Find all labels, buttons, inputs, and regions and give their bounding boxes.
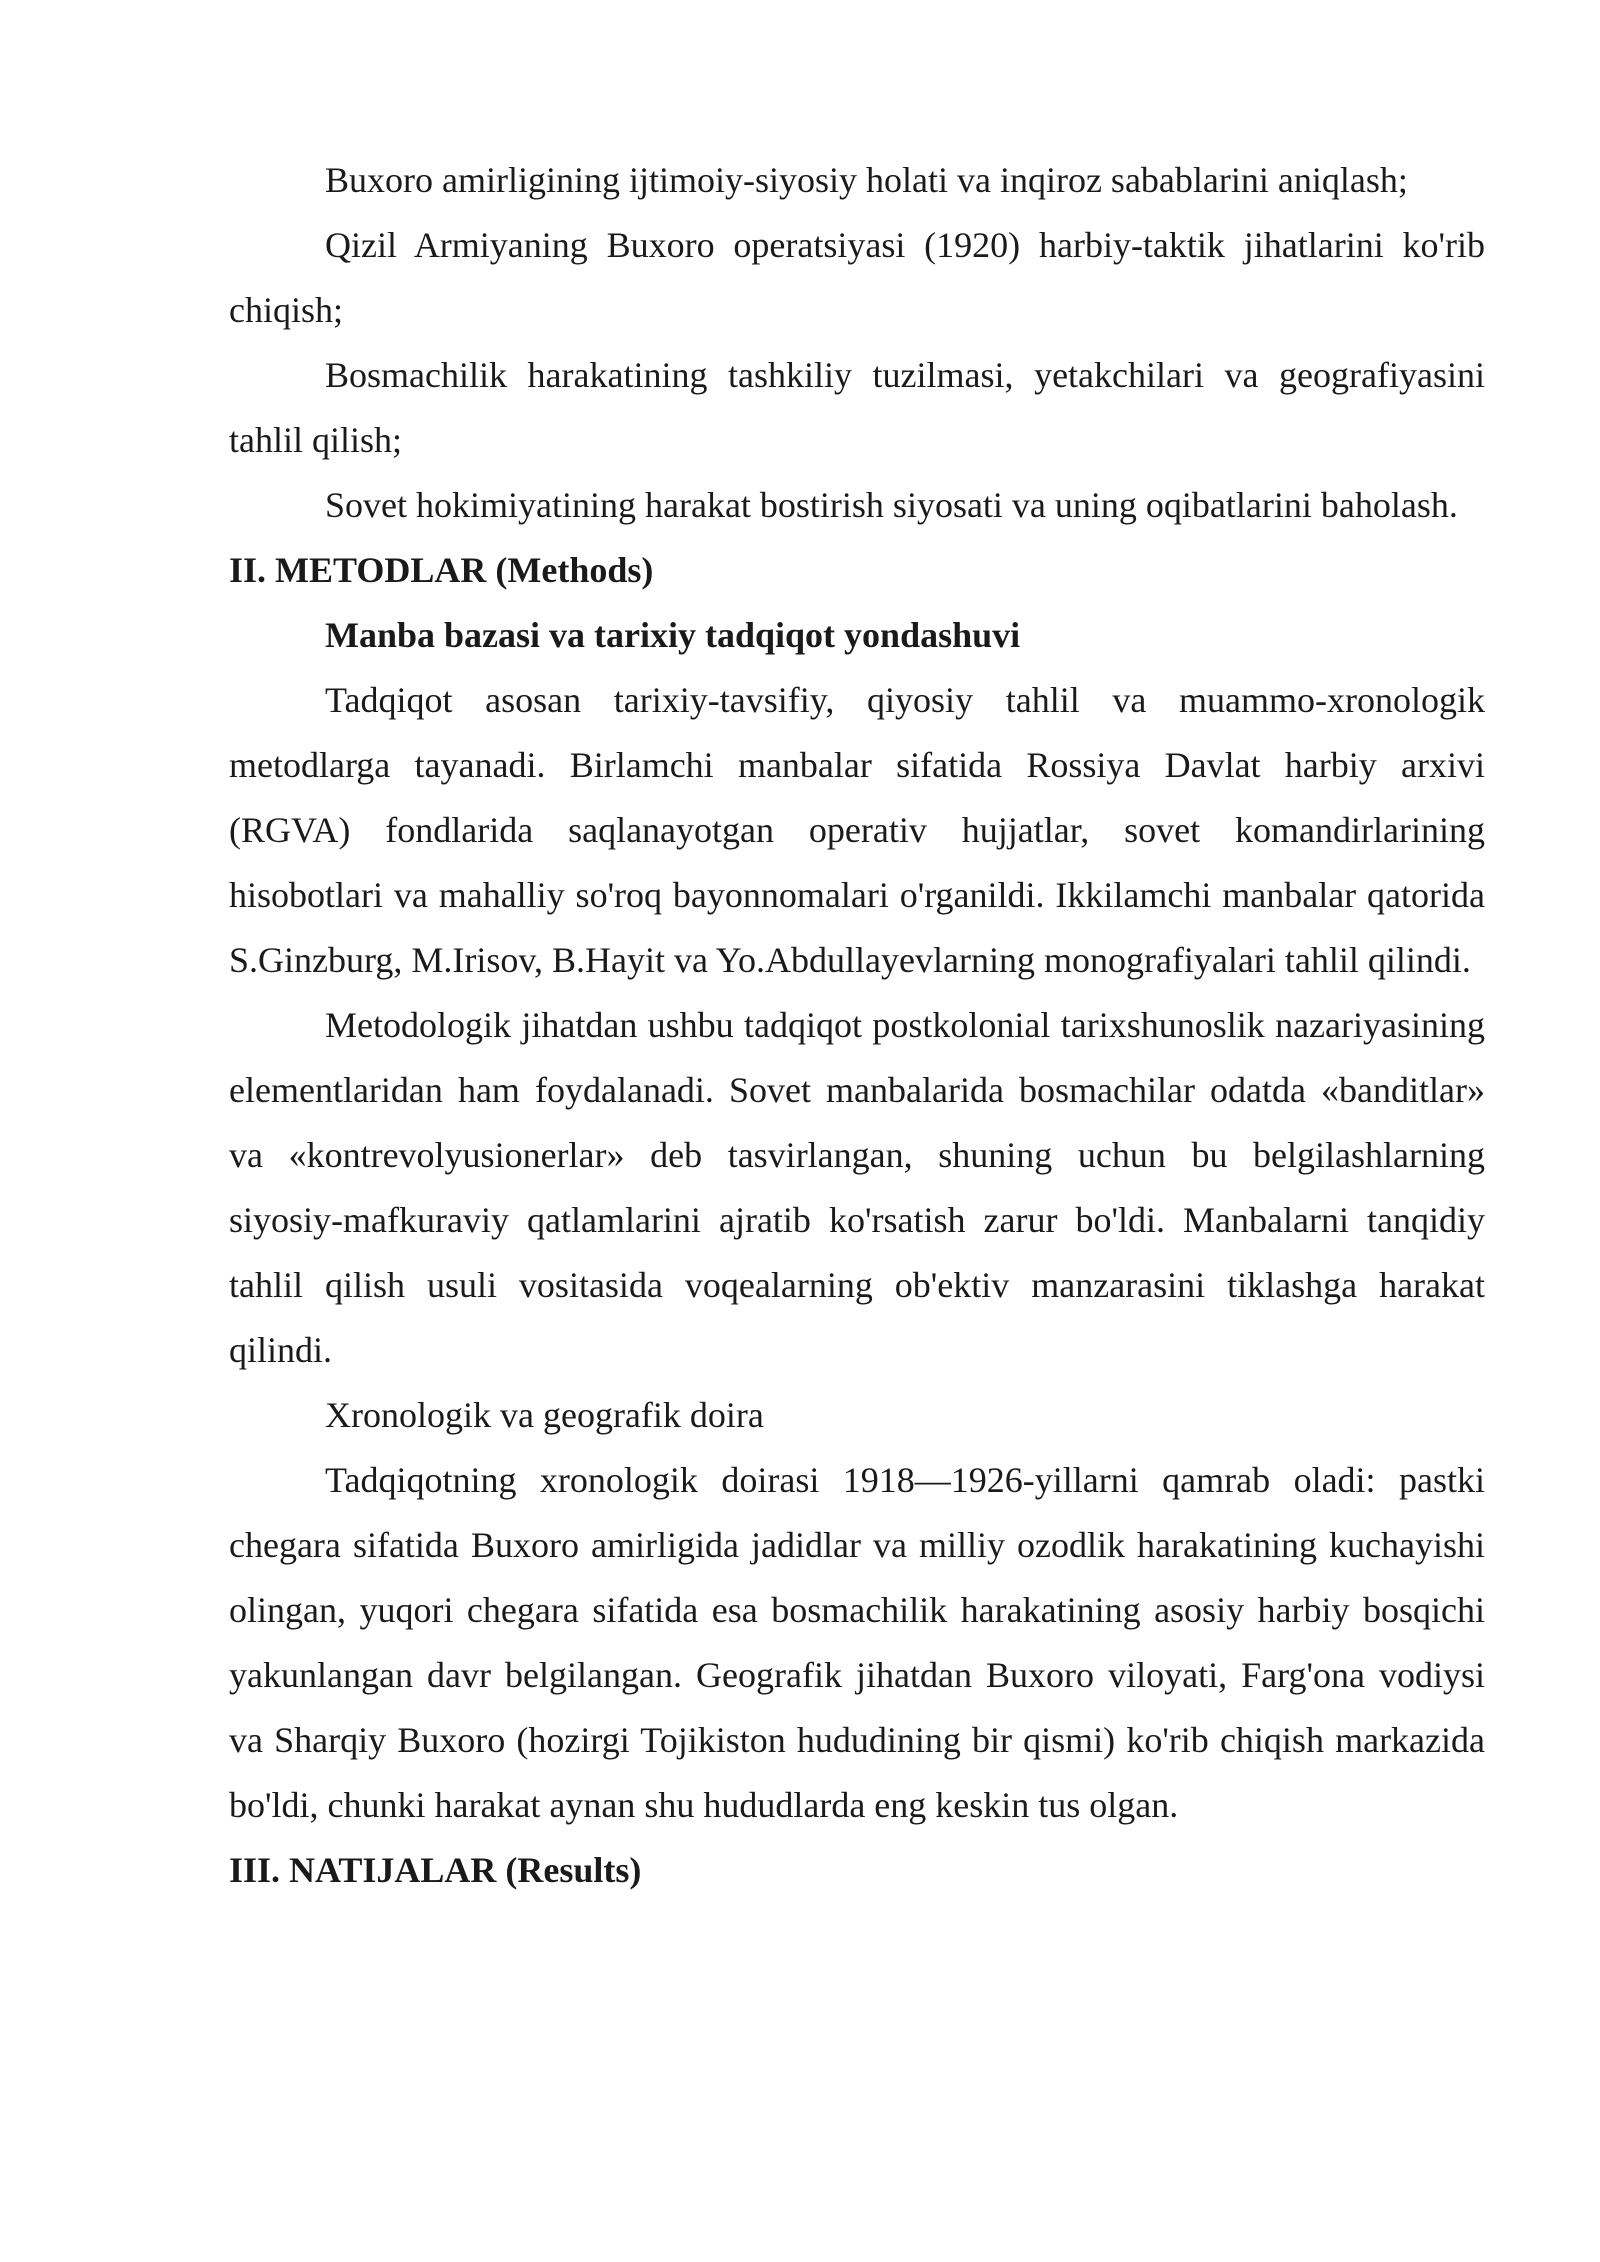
methods-subheading-scope: Xronologik va geografik doira — [325, 1395, 764, 1435]
document-body — [229, 148, 1485, 1903]
objective-item: Bosmachilik harakatining tashkiliy tuzilmasi, yetakchilari va geografiyasini tahlil qilish; — [229, 355, 1485, 460]
methods-paragraph: Tadqiqot asosan tarixiy-tavsifiy, qiyosiy tahlil va muammo-xronologik metodlarga tayanadi. Birlamchi manbalar sifatida Rossiya Davlat harbiy arxivi (RGVA) fondlarida saqlanayotgan operativ hujjatlar, sovet komandirlarining hisobotlari va mahalliy so'roq bayonnomalari o'rganildi. Ikkilamchi manbalar qatorida S.Ginzburg, M.Irisov, B.Hayit va Yo.Abdullayevlarning monografiyalari tahlil qilindi. — [229, 680, 1485, 980]
results-heading: III. NATIJALAR (Results) — [229, 1850, 642, 1890]
methods-subheading: Manba bazasi va tarixiy tadqiqot yondashuvi — [325, 615, 1021, 655]
methods-heading: II. METODLAR (Methods) — [229, 550, 654, 590]
methods-paragraph: Metodologik jihatdan ushbu tadqiqot postkolonial tarixshunoslik nazariyasining elementlaridan ham foydalanadi. Sovet manbalarida bosmachilar odatda «banditlar» va «kontrevolyusionerlar» deb tasvirlangan, shuning uchun bu belgilashlarning siyosiy-mafkuraviy qatlamlarini ajratib ko'rsatish zarur bo'ldi. Manbalarni tanqidiy tahlil qilish usuli vositasida voqealarning ob'ektiv manzarasini tiklashga harakat qilindi. — [229, 1005, 1485, 1370]
methods-paragraph: Tadqiqotning xronologik doirasi 1918—1926-yillarni qamrab oladi: pastki chegara sifatida Buxoro amirligida jadidlar va milliy ozodlik harakatining kuchayishi olingan, yuqori chegara sifatida esa bosmachilik harakatining asosiy harbiy bosqichi yakunlangan davr belgilangan. Geografik jihatdan Buxoro viloyati, Farg'ona vodiysi va Sharqiy Buxoro (hozirgi Tojikiston hududining bir qismi) ko'rib chiqish markazida bo'ldi, chunki harakat aynan shu hududlarda eng keskin tus olgan. — [229, 1460, 1485, 1825]
objective-item: Sovet hokimiyatining harakat bostirish siyosati va uning oqibatlarini baholash. — [325, 485, 1458, 525]
objective-item: Qizil Armiyaning Buxoro operatsiyasi (1920) harbiy-taktik jihatlarini ko'rib chiqish; — [229, 225, 1485, 330]
objective-item: Buxoro amirligining ijtimoiy-siyosiy holati va inqiroz sabablarini aniqlash; — [325, 160, 1408, 200]
